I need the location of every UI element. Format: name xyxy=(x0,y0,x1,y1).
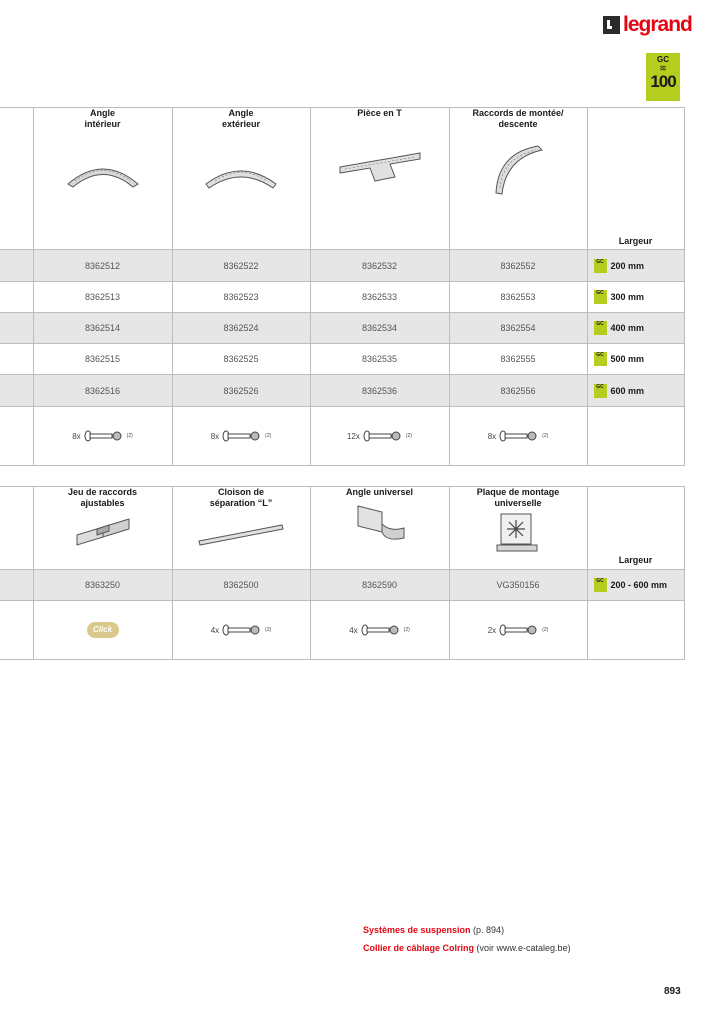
product-code: 8362533 xyxy=(310,282,449,313)
header-raccords-montee-descente: Raccords de montée/ descente xyxy=(449,108,587,250)
header-angle-universel: Angle universel xyxy=(310,487,449,570)
accessories-row xyxy=(0,407,684,466)
bolt-footnote: (2) xyxy=(265,627,272,633)
product-code: 8362554 xyxy=(449,313,587,344)
product-code: 8362523 xyxy=(172,282,310,313)
width-cell xyxy=(587,313,684,344)
reference-note: (p. 894) xyxy=(470,925,505,935)
bolt-nut-icon xyxy=(363,429,403,443)
width-value: 500 mm xyxy=(610,354,645,364)
largeur-header: Largeur xyxy=(587,108,684,250)
bolt-kit xyxy=(488,429,549,443)
width-cell xyxy=(587,375,684,407)
bolt-nut-icon xyxy=(361,623,401,637)
header-jeu-de-raccords: Jeu de raccords ajustables xyxy=(33,487,172,570)
product-code: 8362515 xyxy=(33,344,172,375)
heat-waves-icon: ≋ xyxy=(659,63,667,73)
bolt-footnote: (2) xyxy=(403,627,410,633)
row-stub xyxy=(0,108,33,250)
gc-mini-badge-icon: GC xyxy=(594,321,607,335)
table-row xyxy=(0,250,684,282)
bolt-kit xyxy=(211,623,272,637)
table-row xyxy=(0,375,684,407)
adjustable-connector-image xyxy=(73,515,133,549)
product-code: 8362514 xyxy=(33,313,172,344)
product-code: 8362500 xyxy=(172,570,310,601)
gc-mini-badge-icon: GC xyxy=(594,259,607,273)
gc-mini-badge-icon: GC xyxy=(594,578,607,592)
bolt-nut-icon xyxy=(499,429,539,443)
table-row xyxy=(0,313,684,344)
width-cell xyxy=(587,250,684,282)
bolt-nut-icon xyxy=(499,623,539,637)
reference-colring xyxy=(363,939,571,957)
bolt-quantity: 8x xyxy=(72,431,81,441)
gc-mini-badge-icon: GC xyxy=(594,290,607,304)
tee-piece-image xyxy=(335,135,425,185)
bolt-quantity: 8x xyxy=(487,431,497,441)
row-stub xyxy=(0,487,33,570)
gc-100-badge xyxy=(646,53,680,101)
product-code: 8362590 xyxy=(310,570,449,601)
bolt-quantity: 4x xyxy=(210,625,220,635)
product-code: 8362532 xyxy=(310,250,449,282)
product-code: 8363250 xyxy=(33,570,172,601)
product-code: 8362553 xyxy=(449,282,587,313)
header-piece-en-t: Pièce en T xyxy=(310,108,449,250)
table-row xyxy=(0,570,684,601)
reference-link[interactable]: Systèmes de suspension xyxy=(363,925,471,935)
product-code: 8362526 xyxy=(172,375,310,407)
width-cell xyxy=(587,282,684,313)
riser-image xyxy=(488,138,548,198)
header-plaque-montage: Plaque de montage universelle xyxy=(449,487,587,570)
product-code: 8362512 xyxy=(33,250,172,282)
bolt-footnote: (2) xyxy=(405,433,413,439)
bolt-footnote: (2) xyxy=(542,433,549,439)
gc-mini-badge-icon: GC xyxy=(594,384,607,398)
largeur-header: Largeur xyxy=(587,487,684,570)
product-code: VG350156 xyxy=(449,570,587,601)
width-value: 200 - 600 mm xyxy=(610,580,668,590)
width-cell xyxy=(587,570,684,601)
width-value: 400 mm xyxy=(610,323,645,333)
product-code: 8362536 xyxy=(310,375,449,407)
separation-wall-image xyxy=(196,517,286,547)
reference-link[interactable]: Collier de câblage Colring xyxy=(363,943,475,953)
bolt-kit xyxy=(347,429,412,443)
outer-angle-image xyxy=(201,154,281,194)
bolt-quantity: 12x xyxy=(346,431,360,441)
bolt-kit xyxy=(72,429,133,443)
gc-badge-value: 100 xyxy=(650,72,676,91)
bolt-quantity: 2x xyxy=(487,625,497,635)
inner-angle-image xyxy=(63,154,143,194)
product-code: 8362513 xyxy=(33,282,172,313)
bolt-nut-icon xyxy=(84,429,124,443)
header-angle-interieur: Angle intérieur xyxy=(33,108,172,250)
product-code: 8362552 xyxy=(449,250,587,282)
legrand-logo-text: legrand xyxy=(623,13,692,36)
product-code: 8362534 xyxy=(310,313,449,344)
accessories-table xyxy=(0,486,685,660)
bolt-nut-icon xyxy=(222,429,262,443)
product-code: 8362535 xyxy=(310,344,449,375)
bolt-quantity: 8x xyxy=(210,431,220,441)
bolt-footnote: (2) xyxy=(542,627,549,633)
product-code: 8362516 xyxy=(33,375,172,407)
width-value: 600 mm xyxy=(610,385,645,396)
bolt-footnote: (2) xyxy=(265,433,272,439)
width-value: 300 mm xyxy=(610,292,645,302)
product-code: 8362525 xyxy=(172,344,310,375)
header-angle-exterieur: Angle extérieur xyxy=(172,108,310,250)
accessories-row xyxy=(0,601,684,660)
bolt-footnote: (2) xyxy=(126,433,133,439)
bolt-kit xyxy=(211,429,272,443)
width-cell xyxy=(587,344,684,375)
cross-references xyxy=(363,921,571,957)
product-code: 8362522 xyxy=(172,250,310,282)
product-code: 8362524 xyxy=(172,313,310,344)
table-row xyxy=(0,282,684,313)
bolt-kit xyxy=(488,623,549,637)
gc-badge-label: GC xyxy=(657,55,669,64)
gc-mini-badge-icon: GC xyxy=(594,352,607,366)
bolt-kit xyxy=(349,623,410,637)
reference-note: (voir www.e-cataleg.be) xyxy=(474,943,571,953)
fittings-table xyxy=(0,107,685,466)
bolt-quantity: 4x xyxy=(349,625,358,635)
product-code: 8362556 xyxy=(449,375,587,407)
universal-angle-image xyxy=(352,502,408,546)
mounting-plate-image xyxy=(493,511,543,553)
click-badge: Click xyxy=(87,622,119,638)
product-code: 8362555 xyxy=(449,344,587,375)
legrand-logo xyxy=(603,14,692,36)
header-cloison-separation: Cloison de séparation “L” xyxy=(172,487,310,570)
reference-suspension xyxy=(363,921,571,939)
page-number: 893 xyxy=(664,986,681,997)
table-row xyxy=(0,344,684,375)
width-value: 200 mm xyxy=(610,260,645,271)
legrand-logo-mark-icon xyxy=(603,16,620,34)
bolt-nut-icon xyxy=(222,623,262,637)
